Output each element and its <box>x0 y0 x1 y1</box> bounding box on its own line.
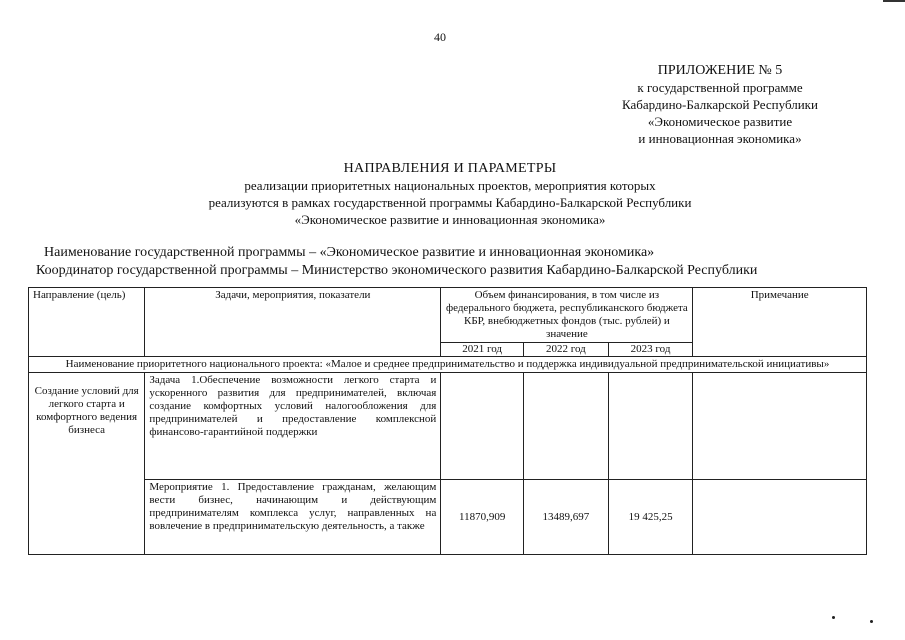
program-name: Наименование государственной программы – «Экономическое развитие и инновационная экономика» <box>44 245 655 260</box>
national-project-name: Наименование приоритетного национального проекта: «Малое и среднее предпринимательство и поддержка индивидуальной предпринимательской инициативы» <box>29 357 867 373</box>
table-header-row <box>29 288 867 343</box>
task-1-value-2021 <box>441 373 524 480</box>
title-line-3: «Экономическое развитие и инновационная экономика» <box>294 212 606 227</box>
scan-speck <box>832 616 835 619</box>
appendix-line-3: Кабардино-Балкарской Республики <box>622 97 818 112</box>
document-title-block <box>120 160 780 228</box>
header-year-2021: 2021 год <box>441 343 524 357</box>
measure-row <box>29 480 867 555</box>
measure-1-value-2023: 19 425,25 <box>608 480 693 555</box>
header-direction: Направление (цель) <box>29 288 145 357</box>
project-row <box>29 357 867 373</box>
program-coordinator: Координатор государственной программы – Министерство экономического развития Кабардино-Балкарской Республики <box>36 263 758 278</box>
measure-1-cell: Мероприятие 1. Предоставление гражданам, желающим вести бизнес, начинающим и действующим предпринимателям комплекса услуг, направленных на вовлечение в предпринимательскую деятельность, а также <box>145 480 441 555</box>
parameters-table <box>28 287 867 555</box>
task-row <box>29 373 867 480</box>
header-year-2022: 2022 год <box>524 343 609 357</box>
appendix-title: ПРИЛОЖЕНИЕ № 5 <box>657 63 783 78</box>
appendix-block <box>590 62 850 147</box>
document-heading: НАПРАВЛЕНИЯ И ПАРАМЕТРЫ <box>343 161 557 176</box>
header-financing: Объем финансирования, в том числе из федерального бюджета, республиканского бюджета КБР, внебюджетных фондов (тыс. рублей) и значение <box>441 288 693 343</box>
task-1-value-2023 <box>608 373 693 480</box>
appendix-line-5: и инновационная экономика» <box>638 131 802 146</box>
appendix-line-2: к государственной программе <box>637 80 803 95</box>
title-line-2: реализуются в рамках государственной программы Кабардино-Балкарской Республики <box>208 195 692 210</box>
header-note: Примечание <box>693 288 867 357</box>
measure-1-value-2021: 11870,909 <box>441 480 524 555</box>
task-1-value-2022 <box>524 373 609 480</box>
header-tasks: Задачи, мероприятия, показатели <box>145 288 441 357</box>
scan-speck <box>870 620 873 623</box>
task-1-cell: Задача 1.Обеспечение возможности легкого старта и ускоренного развития для предпринимателей, включая создание комфортных условий налогообложения для предпринимателей и предоставление комплексной финансово-гарантийной поддержки <box>145 373 441 480</box>
goal-cell: Создание условий для легкого старта и комфортного ведения бизнеса <box>29 373 145 555</box>
title-line-1: реализации приоритетных национальных проектов, мероприятия которых <box>244 178 656 193</box>
measure-1-note <box>693 480 867 555</box>
measure-1-value-2022: 13489,697 <box>524 480 609 555</box>
scan-edge-mark <box>883 0 905 2</box>
page-number: 40 <box>434 30 446 44</box>
program-meta <box>36 244 864 280</box>
header-year-2023: 2023 год <box>608 343 693 357</box>
task-1-note <box>693 373 867 480</box>
appendix-line-4: «Экономическое развитие <box>647 114 793 129</box>
